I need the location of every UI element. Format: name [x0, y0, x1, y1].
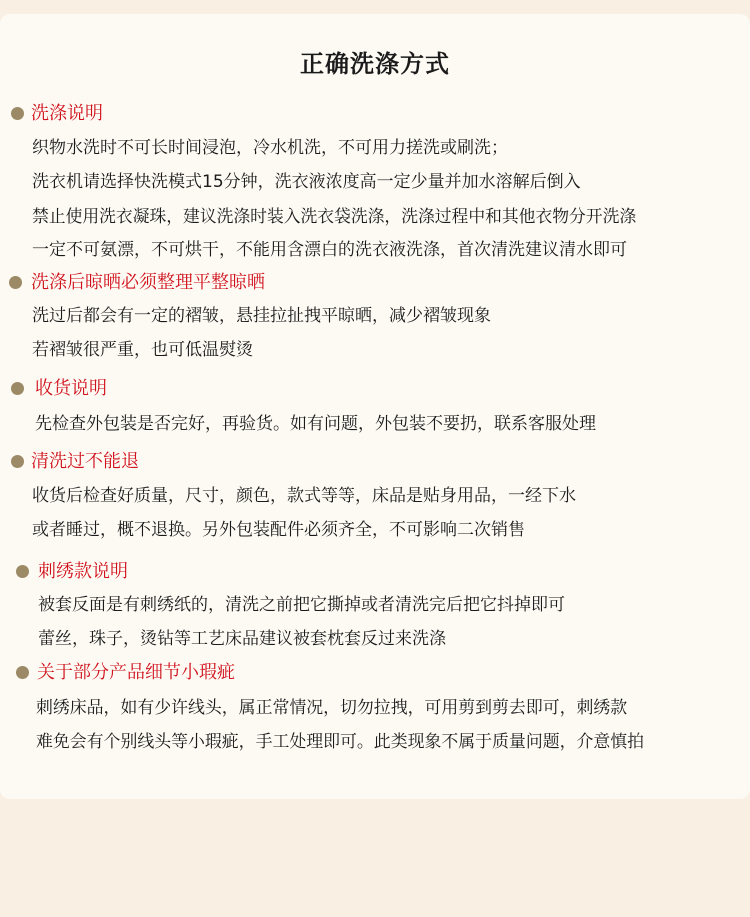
section-heading [0, 271, 750, 295]
bullet-dot-icon [16, 666, 29, 679]
section-heading [0, 377, 750, 401]
page-title: 正确洗涤方式 [300, 50, 450, 78]
section-no-returns-after-wash [0, 450, 750, 540]
section-washing-instructions [0, 102, 750, 260]
section-embroidery [0, 560, 750, 649]
bullet-dot-icon [16, 565, 29, 578]
section-line: 织物水洗时不可长时间浸泡，冷水机洗，不可用力搓洗或刷洗； [32, 138, 508, 158]
section-minor-defects [0, 661, 750, 751]
section-line: 刺绣床品，如有少许线头，属正常情况，切勿拉拽，可用剪到剪去即可，刺绣款 [36, 697, 628, 717]
section-line: 禁止使用洗衣凝珠，建议洗涤时装入洗衣袋洗涤，洗涤过程中和其他衣物分开洗涤 [32, 206, 637, 226]
bullet-dot-icon [9, 276, 22, 289]
section-heading-text: 清洗过不能退 [31, 451, 139, 472]
section-line: 或者睡过，概不退换。另外包装配件必须齐全，不可影响二次销售 [32, 520, 525, 540]
section-line: 洗衣机请选择快洗模式15分钟，洗衣液浓度高一定少量并加水溶解后倒入 [32, 172, 581, 192]
section-heading-text: 洗涤后晾晒必须整理平整晾晒 [31, 272, 265, 293]
section-line: 收货后检查好质量，尺寸，颜色，款式等等，床品是贴身用品，一经下水 [32, 486, 576, 506]
section-heading-text: 刺绣款说明 [38, 561, 128, 582]
section-line: 先检查外包装是否完好，再验货。如有问题，外包装不要扔，联系客服处理 [35, 414, 596, 434]
section-heading-text: 收货说明 [35, 378, 107, 399]
section-heading [0, 560, 750, 584]
section-heading [0, 102, 750, 126]
section-line: 被套反面是有刺绣纸的，清洗之前把它撕掉或者清洗完后把它抖掉即可 [38, 595, 565, 615]
section-heading [0, 661, 750, 685]
section-line: 若褶皱很严重，也可低温熨烫 [32, 340, 253, 360]
section-line: 蕾丝，珠子，烫钻等工艺床品建议被套枕套反过来洗涤 [38, 629, 446, 649]
section-heading-text: 关于部分产品细节小瑕疵 [37, 662, 235, 683]
bullet-dot-icon [11, 382, 24, 395]
section-receiving [0, 377, 750, 434]
section-line: 难免会有个别线头等小瑕疵，手工处理即可。此类现象不属于质量问题，介意慎拍 [36, 731, 645, 751]
section-heading [0, 450, 750, 474]
section-drying [0, 271, 750, 360]
section-line: 洗过后都会有一定的褶皱，悬挂拉扯拽平晾晒，减少褶皱现象 [32, 306, 491, 326]
bullet-dot-icon [11, 107, 24, 120]
section-line: 一定不可氨漂，不可烘干，不能用含漂白的洗衣液洗涤，首次清洗建议清水即可 [32, 240, 627, 260]
bullet-dot-icon [11, 455, 24, 468]
section-heading-text: 洗涤说明 [31, 103, 103, 124]
